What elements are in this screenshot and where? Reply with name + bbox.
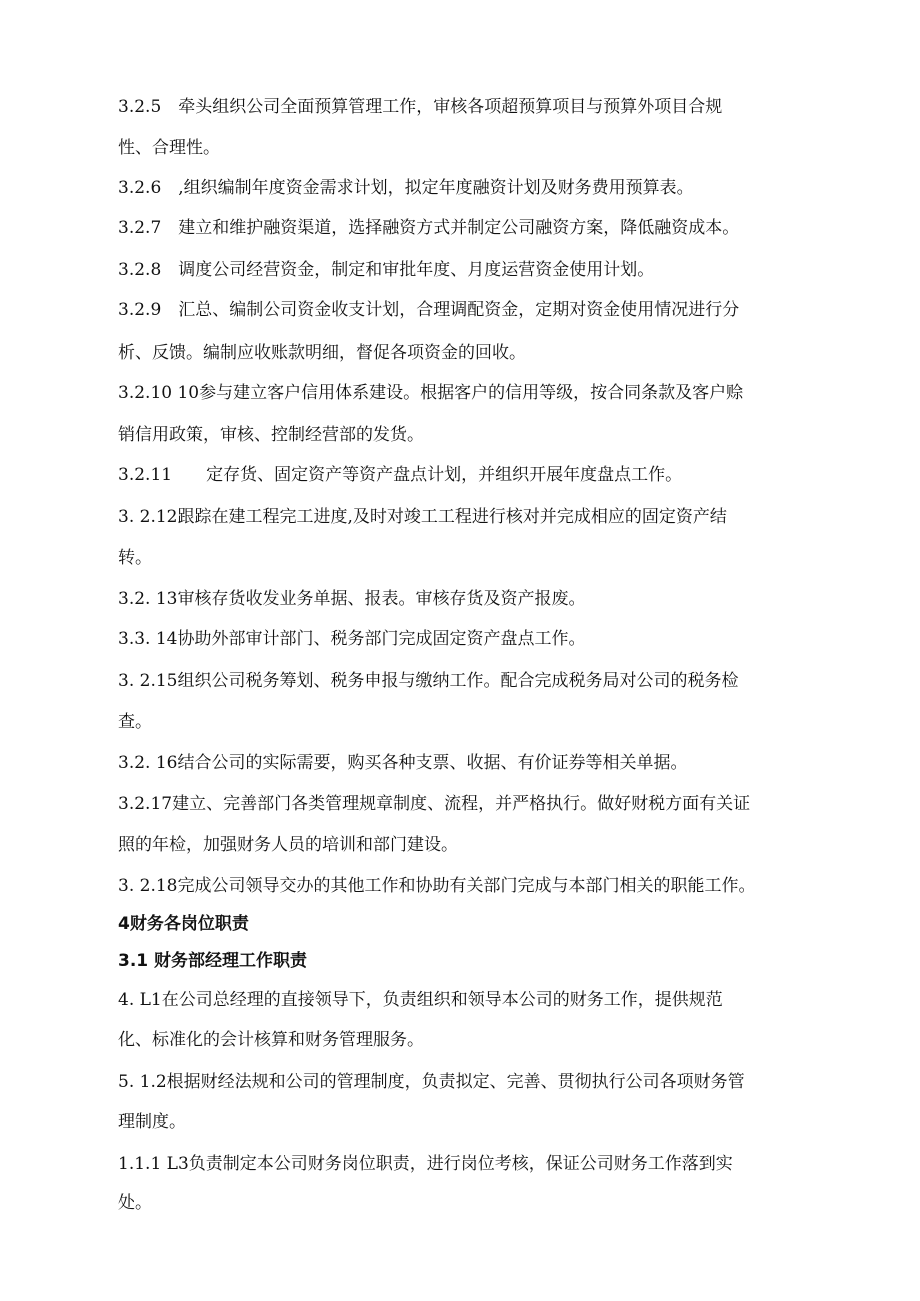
paragraph-3-2-5-cont: 性、合理性。 (118, 138, 220, 158)
paragraph-3-3-14: 3.3. 14协助外部审计部门、税务部门完成固定资产盘点工作。 (118, 629, 586, 649)
paragraph-3-2-10: 3.2.10 10参与建立客户信用体系建设。根据客户的信用等级，按合同条款及客户赊 (118, 383, 744, 403)
paragraph-3-2-10-cont: 销信用政策，审核、控制经营部的发货。 (118, 425, 424, 445)
paragraph-1-1-1-cont: 处。 (118, 1193, 152, 1213)
paragraph-4-l1: 4. L1在公司总经理的直接领导下，负责组织和领导本公司的财务工作，提供规范 (118, 990, 723, 1010)
paragraph-3-2-9: 3.2.9 汇总、编制公司资金收支计划，合理调配资金，定期对资金使用情况进行分 (118, 300, 740, 320)
paragraph-3-2-12-cont: 转。 (118, 548, 152, 568)
paragraph-3-2-15-cont: 查。 (118, 712, 152, 732)
paragraph-3-2-6: 3.2.6 ,组织编制年度资金需求计划，拟定年度融资计划及财务费用预算表。 (118, 178, 694, 198)
paragraph-3-2-8: 3.2.8 调度公司经营资金，制定和审批年度、月度运营资金使用计划。 (118, 260, 655, 280)
paragraph-1-1-1: 1.1.1 L3负责制定本公司财务岗位职责，进行岗位考核，保证公司财务工作落到实 (118, 1154, 733, 1174)
paragraph-5-1-2-cont: 理制度。 (118, 1112, 186, 1132)
paragraph-3-2-13: 3.2. 13审核存货收发业务单据、报表。审核存货及资产报废。 (118, 589, 586, 609)
paragraph-3-2-5: 3.2.5 牵头组织公司全面预算管理工作，审核各项超预算项目与预算外项目合规 (118, 97, 723, 117)
paragraph-5-1-2: 5. 1.2根据财经法规和公司的管理制度，负责拟定、完善、贯彻执行公司各项财务管 (118, 1072, 745, 1092)
paragraph-4-l1-cont: 化、标准化的会计核算和财务管理服务。 (118, 1030, 424, 1050)
section-heading-duties: 4财务各岗位职责 (118, 914, 249, 934)
paragraph-3-2-15: 3. 2.15组织公司税务筹划、税务申报与缴纳工作。配合完成税务局对公司的税务检 (118, 671, 739, 691)
paragraph-3-2-17: 3.2.17建立、完善部门各类管理规章制度、流程，并严格执行。做好财税方面有关证 (118, 794, 751, 814)
paragraph-3-2-17-cont: 照的年检，加强财务人员的培训和部门建设。 (118, 835, 458, 855)
subsection-heading-manager: 3.1 财务部经理工作职责 (118, 951, 308, 971)
paragraph-3-2-11: 3.2.11 定存货、固定资产等资产盘点计划，并组织开展年度盘点工作。 (118, 465, 683, 485)
paragraph-3-2-7: 3.2.7 建立和维护融资渠道，选择融资方式并制定公司融资方案，降低融资成本。 (118, 218, 740, 238)
paragraph-3-2-12: 3. 2.12跟踪在建工程完工进度,及时对竣工工程进行核对并完成相应的固定资产结 (118, 507, 727, 527)
paragraph-3-2-9-cont: 析、反馈。编制应收账款明细，督促各项资金的回收。 (118, 343, 526, 363)
paragraph-3-2-18: 3. 2.18完成公司领导交办的其他工作和协助有关部门完成与本部门相关的职能工作。 (118, 876, 756, 896)
paragraph-3-2-16: 3.2. 16结合公司的实际需要，购买各种支票、收据、有价证券等相关单据。 (118, 753, 688, 773)
